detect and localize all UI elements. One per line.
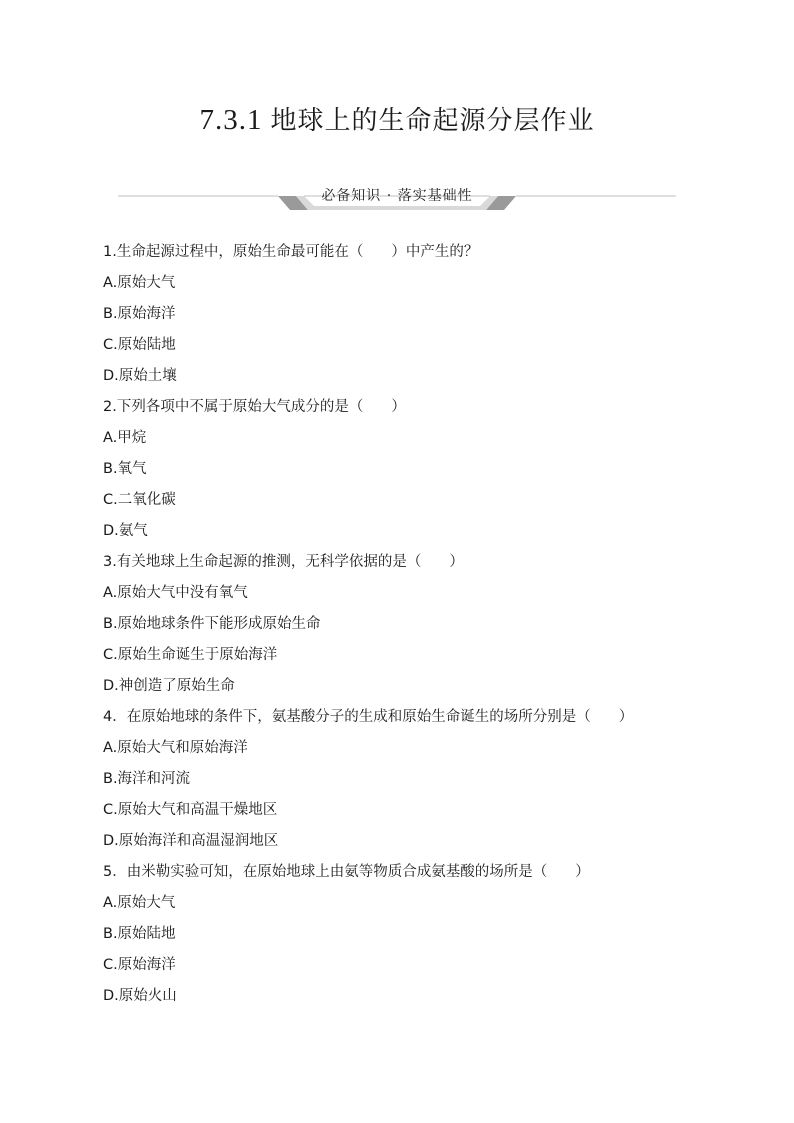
title-number: 7.3.1 — [199, 104, 263, 136]
question-stem — [103, 547, 703, 578]
section-banner — [118, 184, 676, 212]
question-stem-end: ） — [618, 709, 634, 725]
option-a: A.甲烷 — [103, 430, 147, 446]
option-b: B.原始地球条件下能形成原始生命 — [103, 616, 321, 632]
option-c: C.原始生命诞生于原始海洋 — [103, 647, 278, 663]
question-4 — [103, 702, 703, 857]
question-stem — [103, 857, 703, 888]
option-d: D.原始海洋和高温湿润地区 — [103, 833, 279, 849]
option-a: A.原始大气中没有氧气 — [103, 585, 248, 601]
question-stem-text: 2.下列各项中不属于原始大气成分的是（ — [103, 399, 364, 415]
question-5 — [103, 857, 703, 1012]
option-a: A.原始大气和原始海洋 — [103, 740, 248, 756]
option-c: C.原始海洋 — [103, 957, 176, 973]
question-2 — [103, 392, 703, 547]
option-b: B.海洋和河流 — [103, 771, 191, 787]
title-text: 地球上的生命起源分层作业 — [270, 106, 595, 136]
option-d: D.原始火山 — [103, 988, 177, 1004]
option-c: C.原始陆地 — [103, 337, 176, 353]
option-b: B.氧气 — [103, 461, 147, 477]
question-stem-text: 5．由米勒实验可知，在原始地球上由氨等物质合成氨基酸的场所是（ — [103, 864, 548, 880]
page-title — [0, 100, 794, 141]
question-stem-end: ）中产生的？ — [391, 244, 479, 260]
question-stem-end: ） — [575, 864, 590, 880]
option-c: C.原始大气和高温干燥地区 — [103, 802, 278, 818]
option-c: C.二氧化碳 — [103, 492, 176, 508]
question-stem-end: ） — [391, 399, 406, 415]
question-1 — [103, 237, 703, 392]
question-stem — [103, 237, 703, 268]
question-3 — [103, 547, 703, 702]
option-b: B.原始陆地 — [103, 926, 176, 942]
option-d: D.神创造了原始生命 — [103, 678, 235, 694]
option-a: A.原始大气 — [103, 275, 176, 291]
option-a: A.原始大气 — [103, 895, 176, 911]
option-d: D.氨气 — [103, 523, 148, 539]
question-stem-text: 1.生命起源过程中，原始生命最可能在（ — [103, 244, 364, 260]
option-d: D.原始土壤 — [103, 368, 177, 384]
question-stem-end: ） — [449, 554, 464, 570]
question-stem-text: 4．在原始地球的条件下，氨基酸分子的生成和原始生命诞生的场所分别是（ — [103, 709, 591, 725]
question-stem — [103, 702, 703, 733]
option-b: B.原始海洋 — [103, 306, 176, 322]
question-stem — [103, 392, 703, 423]
question-stem-text: 3.有关地球上生命起源的推测，无科学依据的是（ — [103, 554, 422, 570]
question-list — [103, 237, 703, 1012]
section-label: 必备知识 · 落实基础性 — [321, 188, 473, 204]
